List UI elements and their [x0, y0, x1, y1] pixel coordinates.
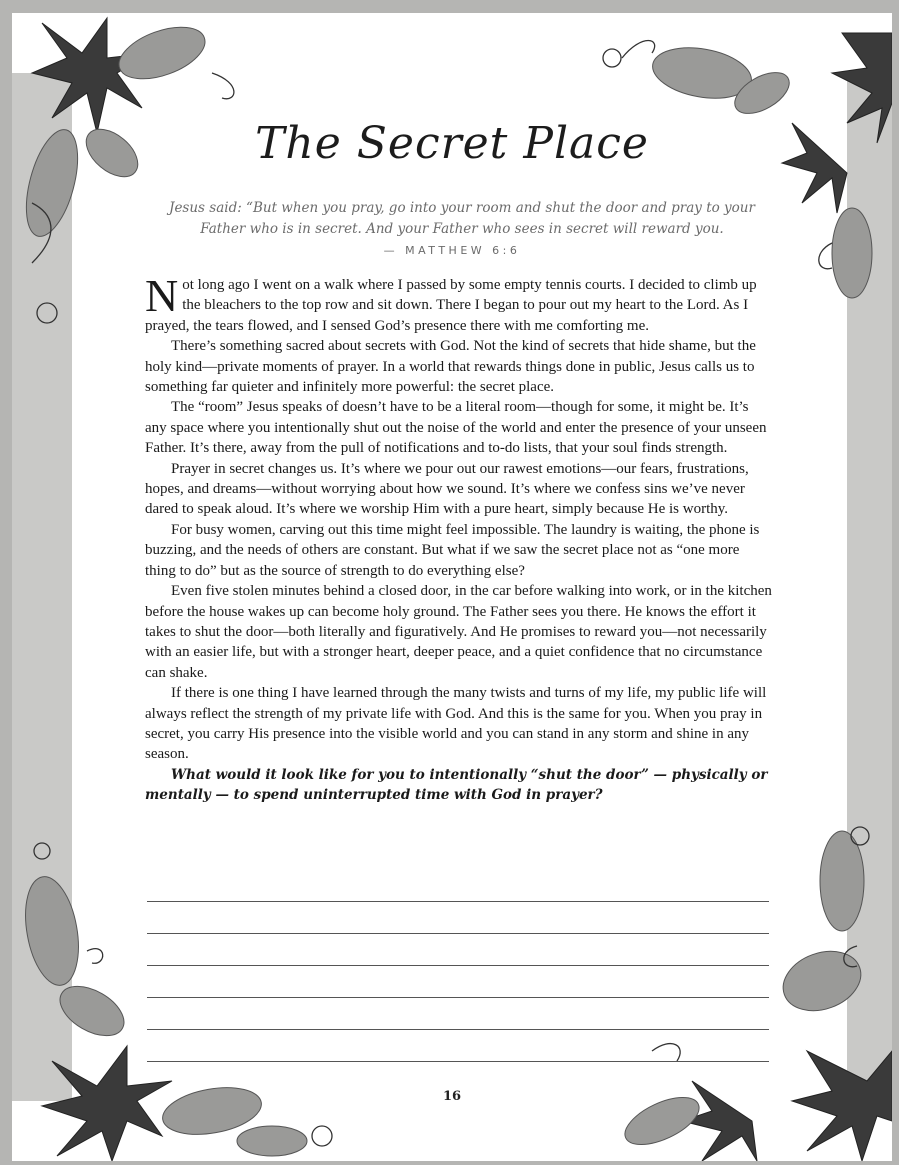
- paragraph: For busy women, carving out this time might feel impossible. The laundry is waiting, the phone is buzzing, and the needs of others are constant. But what if we saw the secret place not as “one more thing to do” but as the source of strength to do everything else?: [145, 521, 760, 579]
- reflection-question: What would it look like for you to intentionally “shut the door” — physically or mentally — to spend uninterrupted time with God in prayer?: [145, 766, 768, 804]
- writing-lines: [147, 870, 769, 1062]
- writing-line[interactable]: [147, 966, 769, 998]
- page-number: 16: [442, 1089, 462, 1104]
- journal-page: [12, 13, 892, 1161]
- paragraph: Prayer in secret changes us. It’s where we pour out our rawest emotions—our fears, frustrations, hopes, and dreams—without worrying about how we sound. It’s where we confess sins we’ve never dared to speak aloud. It’s where we worship Him with a pure heart, simply because He is worthy.: [145, 460, 749, 518]
- paragraph: Not long ago I went on a walk where I passed by some empty tennis courts. I decided to climb up the bleachers to the top row and sit down. There I began to pour out my heart to the Lord. As I prayed, the tears flowed, and I sensed God’s presence there with me comforting me.: [145, 270, 757, 334]
- writing-line[interactable]: [147, 870, 769, 902]
- scripture-quote: Jesus said: “But when you pray, go into your room and shut the door and pray to your Father who is in secret. And your Father who sees in secret will reward you.: [169, 200, 755, 237]
- devotional-body: [145, 270, 773, 806]
- drop-cap: N: [145, 270, 179, 321]
- paragraph: Even five stolen minutes behind a closed door, in the car before walking into work, or in the kitchen before the house wakes up can become holy ground. The Father sees you there. He knows the effort it takes to shut the door—both literally and figuratively. And He promises to reward you—not necessarily with an easier life, but with a stronger heart, deeper peace, and a quiet confidence that no circumstance can shake.: [145, 583, 772, 681]
- writing-line[interactable]: [147, 902, 769, 934]
- paragraph: If there is one thing I have learned through the many twists and turns of my life, my public life will always reflect the strength of my private life with God. And this is the same for you. When you pray in secret, you carry His presence into the visible world and you can stand in any storm and shine in any season.: [145, 685, 767, 763]
- paragraph: There’s something sacred about secrets with God. Not the kind of secrets that hide shame, but the holy kind—private moments of prayer. In a world that rewards things done in public, Jesus calls us to something far quieter and infinitely more powerful: the secret place.: [145, 338, 756, 396]
- scripture-reference: — MATTHEW 6:6: [383, 244, 521, 257]
- writing-line[interactable]: [147, 934, 769, 966]
- writing-line[interactable]: [147, 998, 769, 1030]
- page-title: The Secret Place: [255, 118, 649, 169]
- writing-line[interactable]: [147, 1030, 769, 1062]
- paragraph: The “room” Jesus speaks of doesn’t have to be a literal room—though for some, it might be. It’s any space where you intentionally shut out the noise of the world and enter the presence of your unseen Father. It’s there, away from the pull of notifications and to-do lists, that your soul finds strength.: [145, 399, 767, 457]
